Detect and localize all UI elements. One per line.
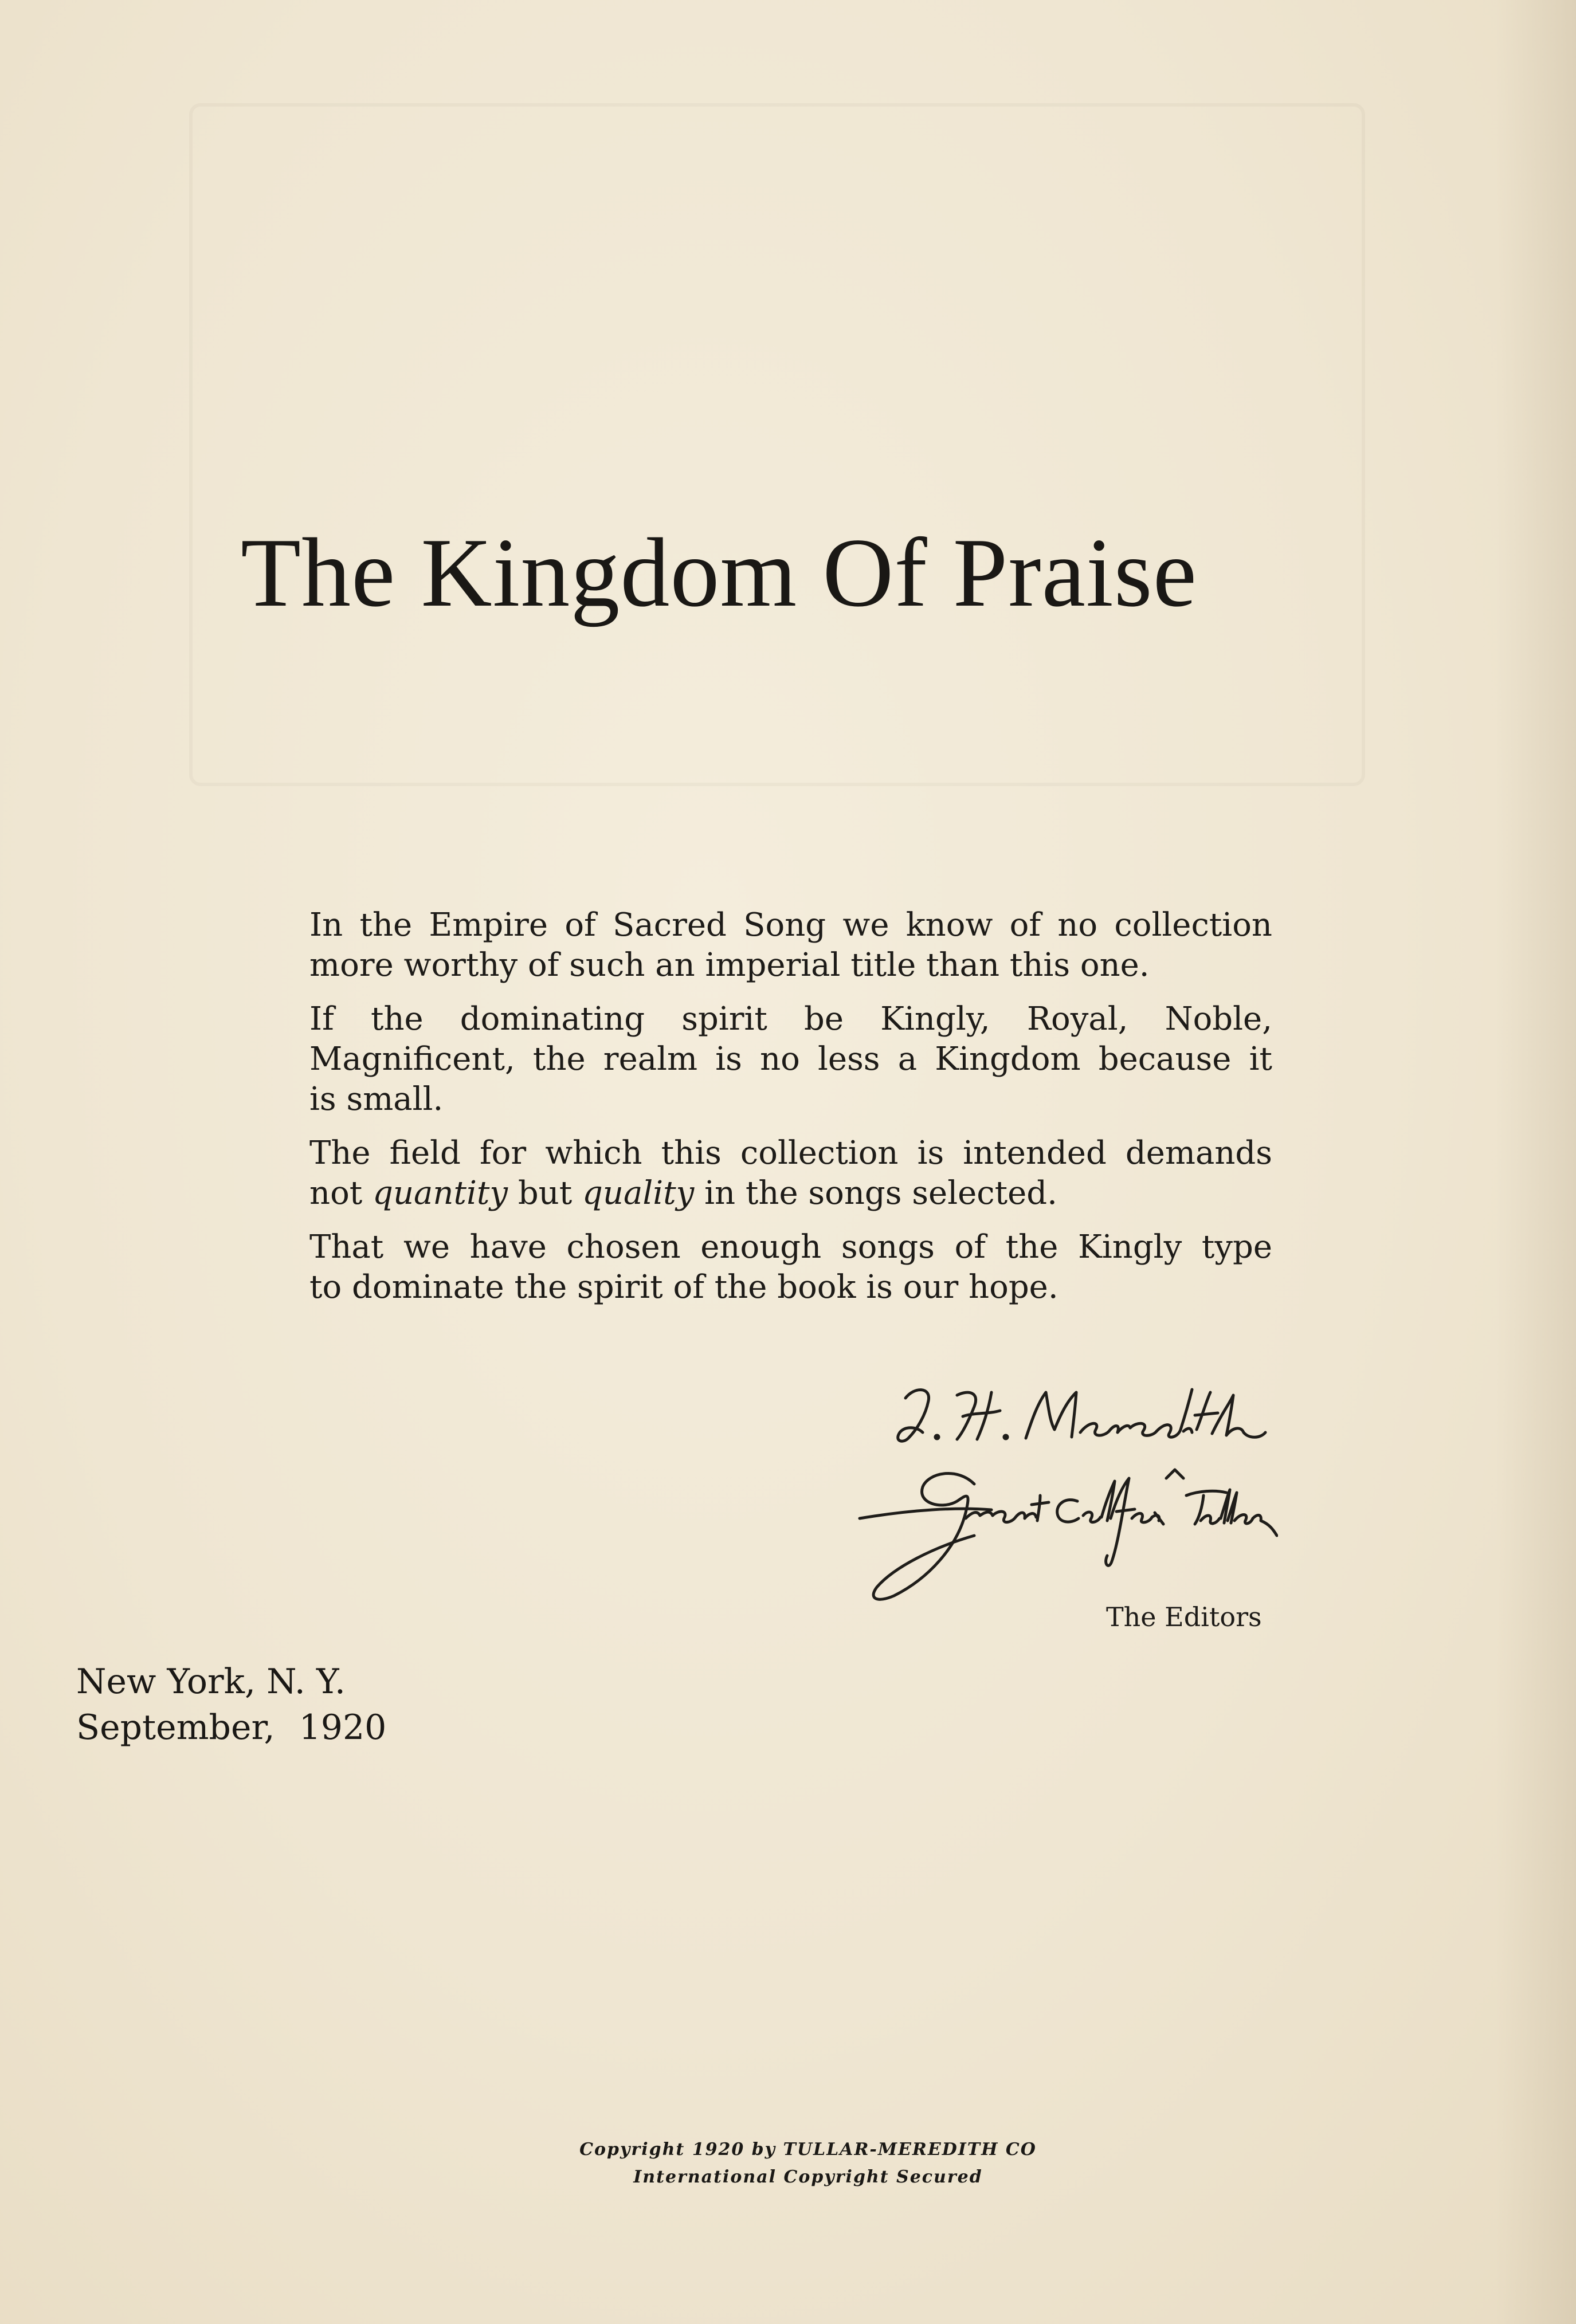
- signature-meredith: [883, 1375, 1272, 1450]
- copyright-notice: [550, 2136, 1066, 2191]
- text-segment: not: [309, 1175, 373, 1212]
- page-title: The Kingdom Of Praise: [241, 519, 1198, 627]
- copyright-line-1: Copyright 1920 by TULLAR-MEREDITH CO: [579, 2140, 1037, 2160]
- preface-line: The field for which this collection is intended demands: [309, 1134, 1272, 1172]
- preface-line: to dominate the spirit of the book is our hope.: [309, 1269, 1058, 1306]
- preface-line-emphasis: [309, 1173, 1272, 1214]
- preface-paragraph-1: [309, 905, 1272, 986]
- preface-line: more worthy of such an imperial title than this one.: [309, 947, 1150, 984]
- signature-meredith-drawing: [883, 1375, 1272, 1450]
- date-year: 1920: [299, 1707, 387, 1748]
- place-and-date: [76, 1659, 386, 1750]
- date-month: September,: [76, 1707, 275, 1748]
- signature-tullar-drawing: [842, 1461, 1278, 1604]
- bleed-through-frame: [189, 103, 1365, 786]
- preface-line: If the dominating spirit be Kingly, Royal, Noble,: [309, 1000, 1272, 1038]
- text-segment: in the songs selected.: [694, 1175, 1057, 1212]
- emphasis-quantity: quantity: [373, 1175, 508, 1212]
- copyright-line-2: International Copyright Secured: [633, 2167, 983, 2187]
- place-date: [76, 1705, 386, 1750]
- emphasis-quality: quality: [582, 1175, 695, 1212]
- preface-line: That we have chosen enough songs of the Kingly type: [309, 1228, 1272, 1266]
- text-segment: but: [508, 1175, 583, 1212]
- signed-by-label: The Editors: [1106, 1601, 1262, 1632]
- preface-paragraph-3: [309, 1133, 1272, 1214]
- preface-line: Magnificent, the realm is no less a Kingdom because it: [309, 1041, 1272, 1078]
- preface-paragraph-4: [309, 1227, 1272, 1308]
- spine-shadow: [1496, 0, 1576, 2324]
- preface-line: In the Empire of Sacred Song we know of no collection: [309, 906, 1272, 944]
- signature-tullar: [842, 1461, 1278, 1604]
- place-city: New York, N. Y.: [76, 1662, 346, 1702]
- preface-text: [309, 905, 1272, 1321]
- preface-line: is small.: [309, 1081, 444, 1118]
- preface-paragraph-2: [309, 999, 1272, 1120]
